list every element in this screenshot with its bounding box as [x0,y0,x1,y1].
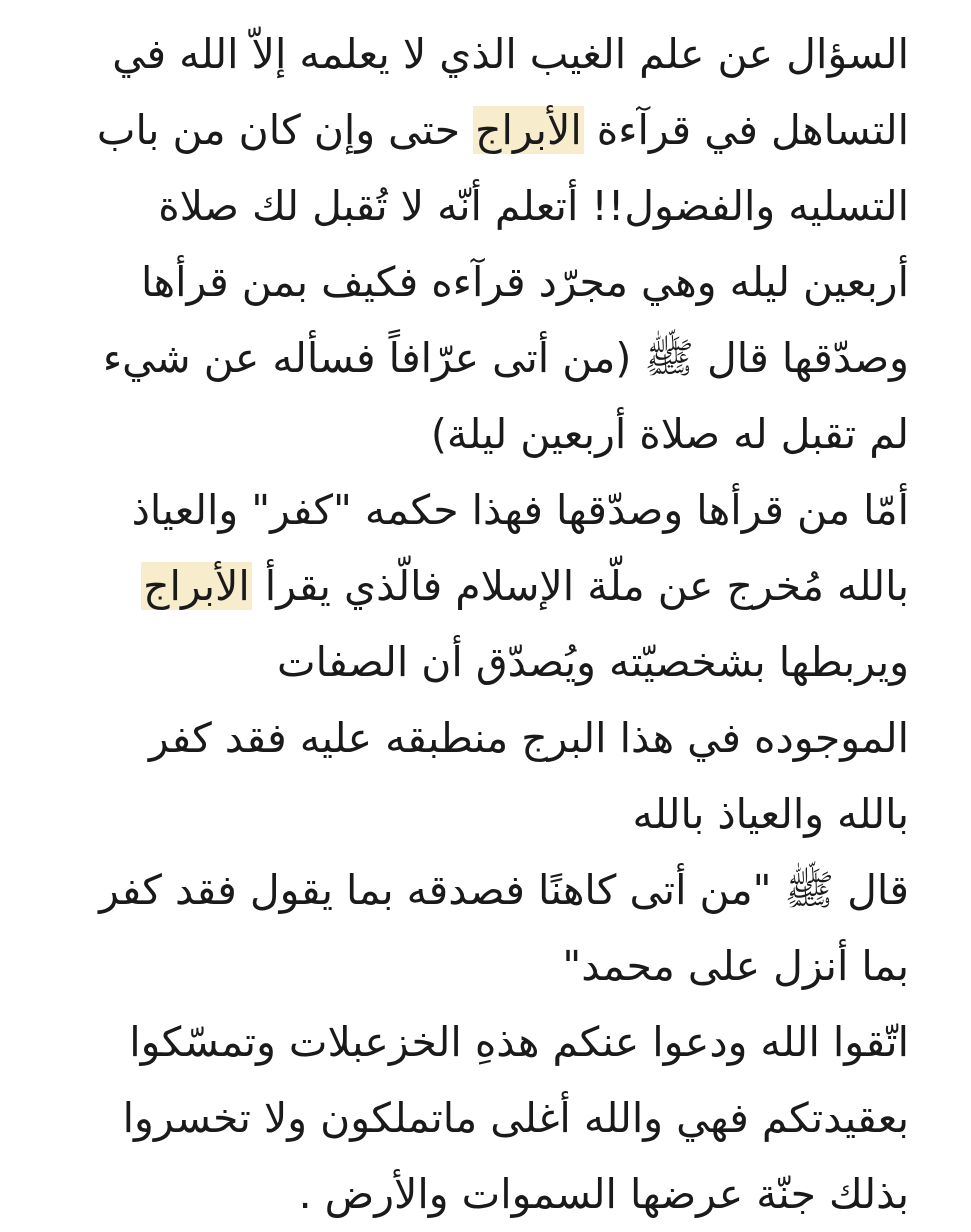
text-line-3: التسليه والفضول!! أتعلم أنّه لا تُقبل لك صلاة [158,182,909,230]
text-line-8 [49,548,909,624]
text-line-7: أمّا من قرأها وصدّقها فهذا حكمه "كفر" والعياذ [131,486,909,534]
highlighted-word: الأبراج [143,562,250,610]
highlighted-word: الأبراج [475,106,582,154]
text-line-12: قال ﷺ "من أتى كاهنًا فصدقه بما يقول فقد كفر [99,866,909,914]
text-line-13: بما أنزل على محمد" [562,942,909,990]
text-line-6: لم تقبل له صلاة أربعين ليلة) [430,410,909,458]
text-line-11: بالله والعياذ بالله [632,790,909,838]
post-text [49,16,909,1232]
text-line-1: السؤال عن علم الغيب الذي لا يعلمه إلاّ الله في [112,30,909,78]
text-line-16: بذلك جنّة عرضها السموات والأرض . [298,1170,909,1218]
text-segment: حتى وإن كان من باب [96,106,474,154]
text-line-14: اتّقوا الله ودعوا عنكم هذهِ الخزعبلات وتمسّكوا [129,1018,909,1066]
text-segment: بالله مُخرج عن ملّة الإسلام فالّذي يقرأ [251,562,909,610]
text-line-9: ويربطها بشخصيّته ويُصدّق أن الصفات [277,638,909,686]
text-line-10: الموجوده في هذا البرج منطبقه عليه فقد كفر [148,714,909,762]
text-segment: التساهل في قرآءة [583,106,909,154]
text-line-15: بعقيدتكم فهي والله أغلى ماتملكون ولا تخسروا [122,1094,909,1142]
text-line-5: وصدّقها قال ﷺ (من أتى عرّافاً فسأله عن شيء [102,334,909,382]
text-line-4: أربعين ليله وهي مجرّد قرآءه فكيف بمن قرأها [141,258,909,306]
text-line-2 [49,92,909,168]
